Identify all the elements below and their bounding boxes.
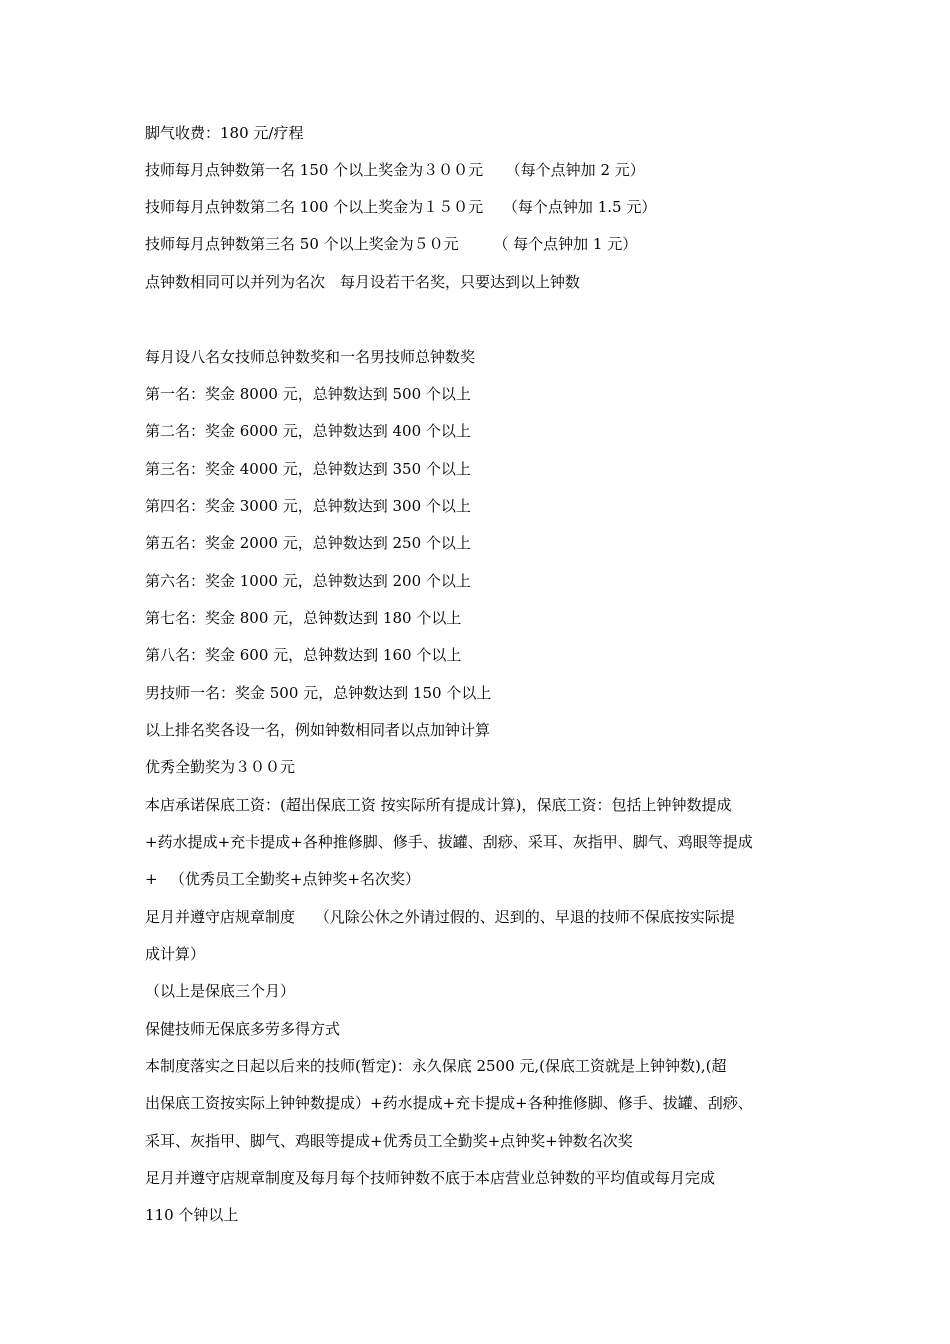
text-line: 第一名：奖金 8000 元，总钟数达到 500 个以上	[145, 385, 471, 403]
text-line: 技师每月点钟数第二名 100 个以上奖金为１５０元 （每个点钟加 1.5 元）	[145, 198, 657, 216]
section-heading: 每月设八名女技师总钟数奖和一名男技师总钟数奖	[145, 348, 476, 366]
text-line: 第六名：奖金 1000 元，总钟数达到 200 个以上	[145, 572, 471, 590]
text-line: 110 个钟以上	[145, 1206, 239, 1224]
text-line: +药水提成+充卡提成+各种推修脚、修手、拔罐、刮痧、采耳、灰指甲、脚气、鸡眼等提成	[145, 833, 753, 851]
text-line: 采耳、灰指甲、脚气、鸡眼等提成+优秀员工全勤奖+点钟奖+钟数名次奖	[145, 1132, 633, 1150]
text-line: 足月并遵守店规章制度 （凡除公休之外请过假的、迟到的、早退的技师不保底按实际提	[145, 908, 735, 926]
text-line: 第四名：奖金 3000 元，总钟数达到 300 个以上	[145, 497, 471, 515]
text-line: 以上排名奖各设一名，例如钟数相同者以点加钟计算	[145, 721, 491, 739]
text-line: 脚气收费：180 元/疗程	[145, 124, 304, 142]
text-line: 第三名：奖金 4000 元，总钟数达到 350 个以上	[145, 460, 471, 478]
text-line: 保健技师无保底多劳多得方式	[145, 1020, 341, 1038]
text-line: 第八名：奖金 600 元，总钟数达到 160 个以上	[145, 646, 462, 664]
text-line: 男技师一名：奖金 500 元，总钟数达到 150 个以上	[145, 684, 492, 702]
text-line: 第七名：奖金 800 元，总钟数达到 180 个以上	[145, 609, 462, 627]
text-line: 足月并遵守店规章制度及每月每个技师钟数不底于本店营业总钟数的平均值或每月完成	[145, 1169, 716, 1187]
text-line: 成计算）	[145, 945, 206, 963]
text-line: 技师每月点钟数第三名 50 个以上奖金为５０元 （ 每个点钟加 1 元）	[145, 235, 638, 253]
text-line: 优秀全勤奖为３００元	[145, 758, 296, 776]
text-line: 出保底工资按实际上钟钟数提成）+药水提成+充卡提成+各种推修脚、修手、拔罐、刮痧、	[145, 1094, 753, 1112]
text-line: + （优秀员工全勤奖+点钟奖+名次奖）	[145, 870, 420, 888]
text-line: （以上是保底三个月）	[145, 982, 296, 1000]
text-line: 技师每月点钟数第一名 150 个以上奖金为３００元 （每个点钟加 2 元）	[145, 161, 645, 179]
text-line: 第五名：奖金 2000 元，总钟数达到 250 个以上	[145, 534, 471, 552]
text-line: 第二名：奖金 6000 元，总钟数达到 400 个以上	[145, 422, 471, 440]
text-line: 点钟数相同可以并列为名次 每月设若干名奖，只要达到以上钟数	[145, 273, 581, 291]
text-line: 本制度落实之日起以后来的技师(暂定)：永久保底 2500 元,(保底工资就是上钟钟数),(超	[145, 1057, 727, 1075]
text-line: 本店承诺保底工资：(超出保底工资 按实际所有提成计算)，保底工资：包括上钟钟数提成	[145, 796, 732, 814]
